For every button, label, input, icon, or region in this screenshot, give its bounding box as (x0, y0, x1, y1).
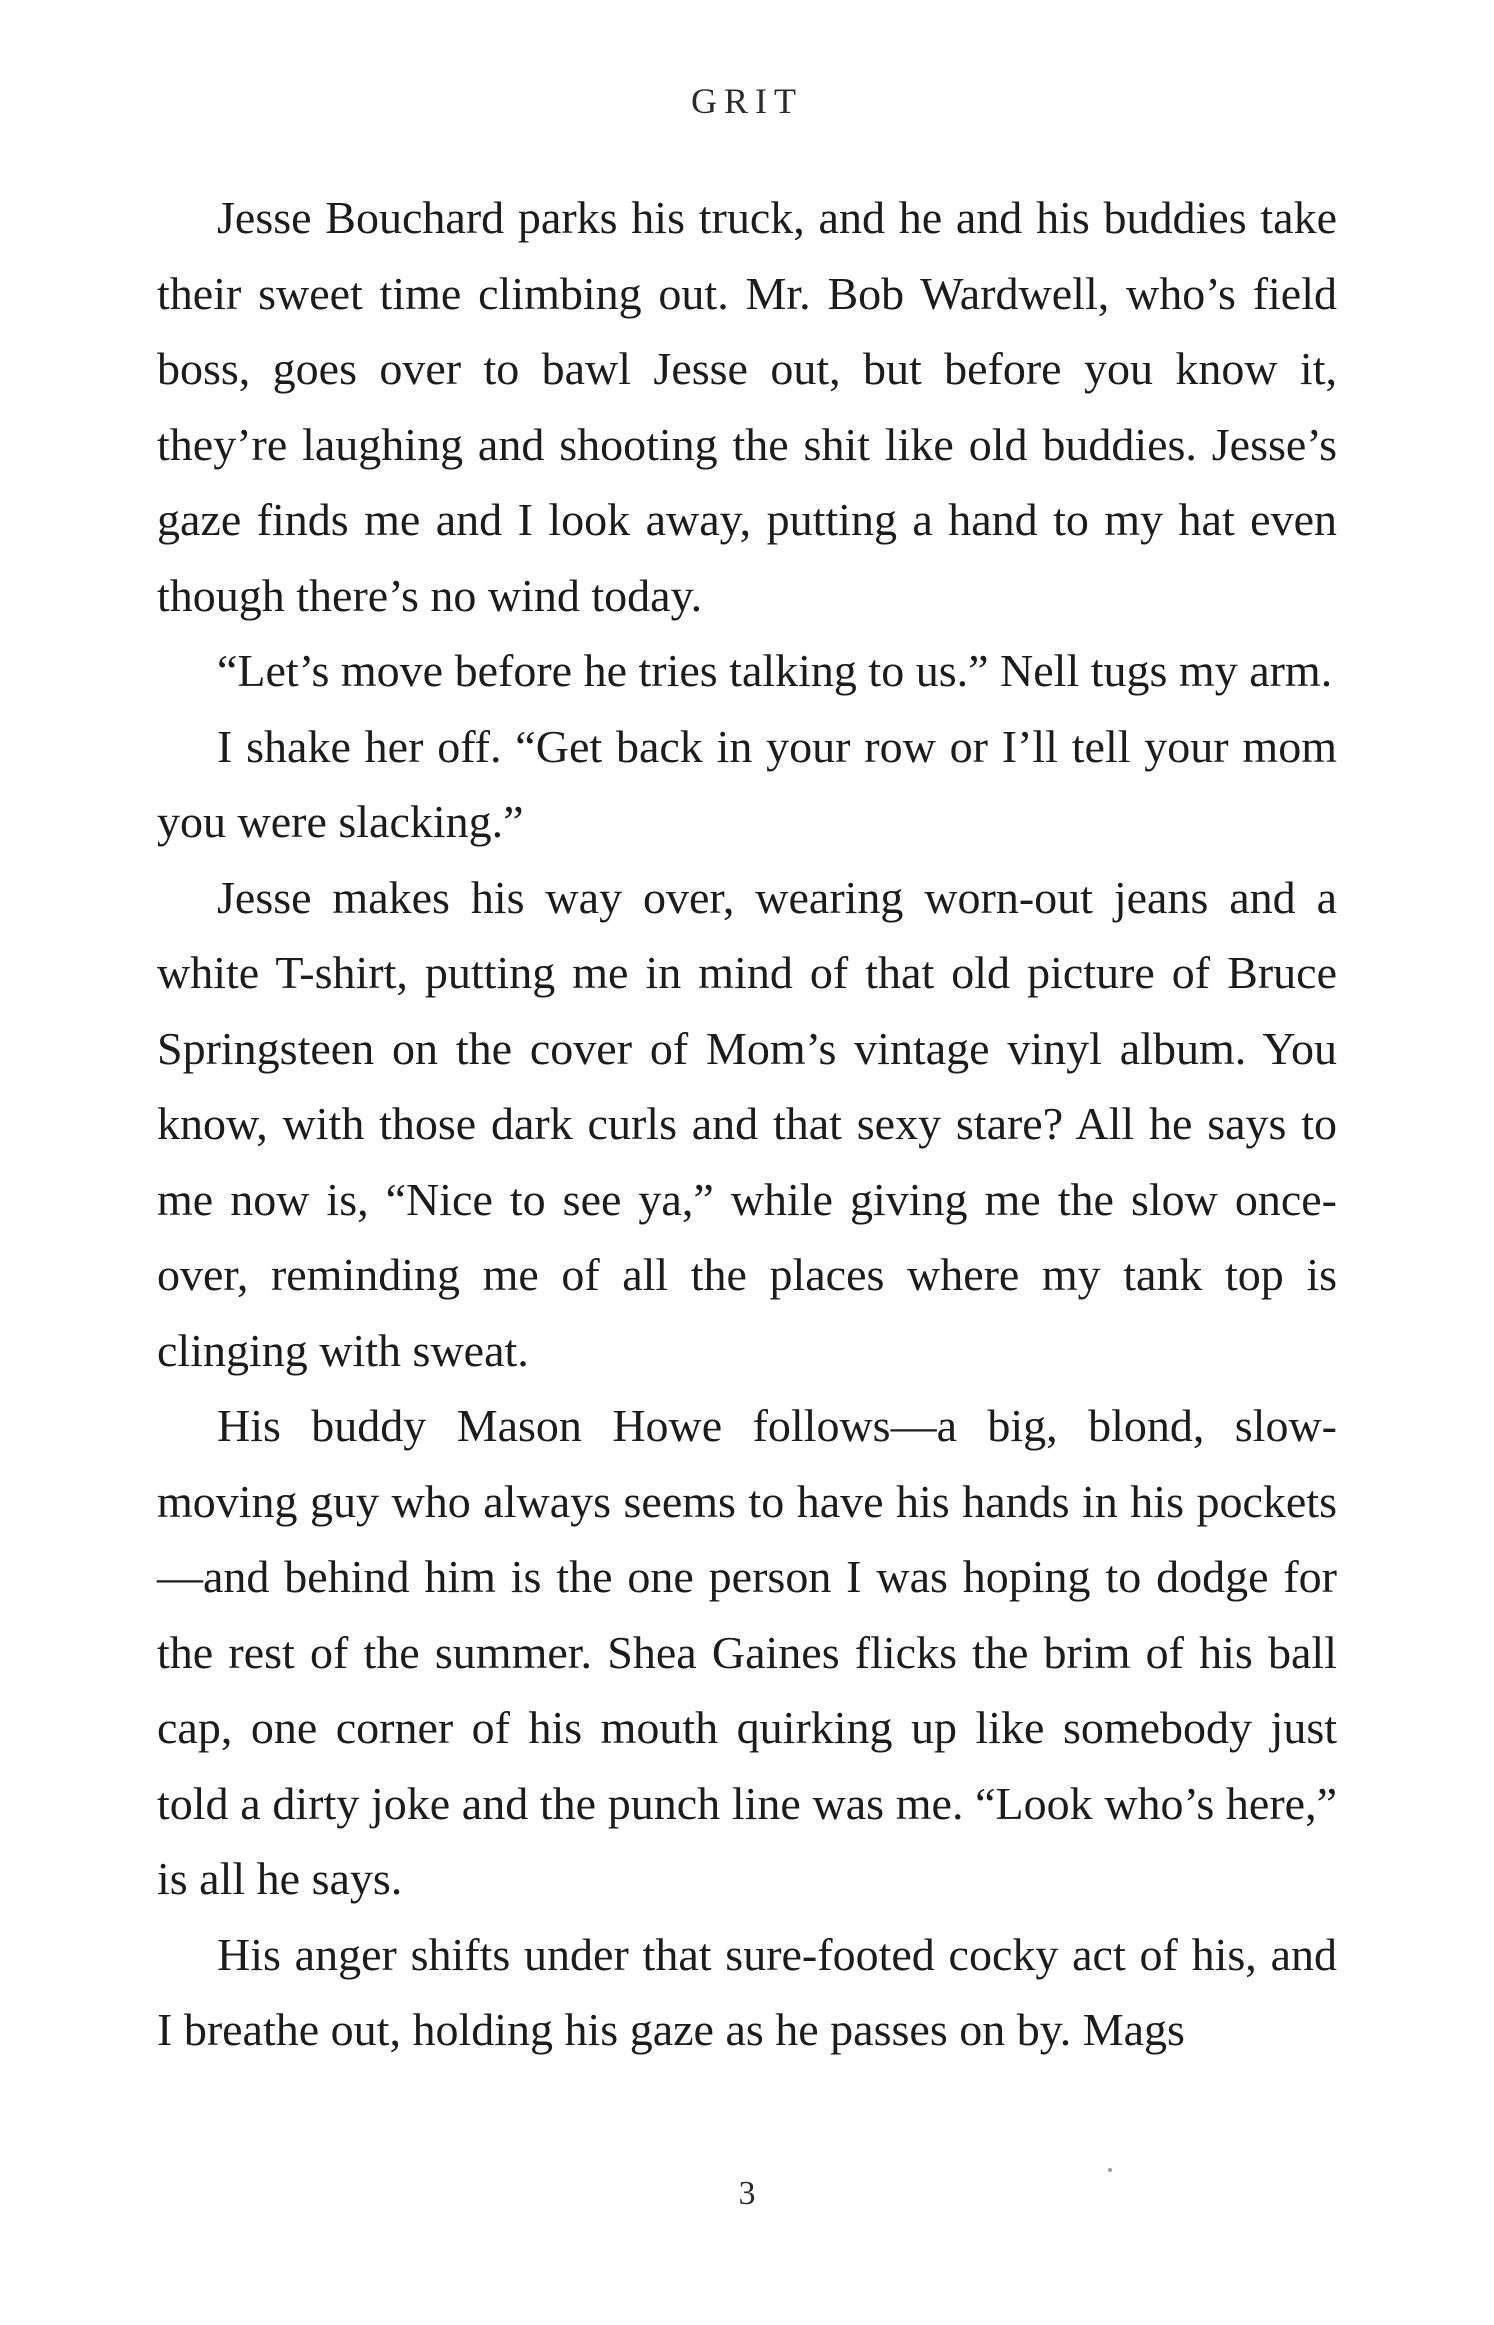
running-head: GRIT (691, 81, 803, 121)
paragraph-5: His buddy Mason Howe follows—a big, blond, slow-moving guy who always seems to have his hands in his pockets—and behind him is the one person I was hoping to dodge for the rest of the summer. Shea Gaines flicks the brim of his ball cap, one corner of his mouth quirking up like somebody just told a dirty joke and the punch line was me. “Look who’s here,” is all he says. (157, 1400, 1337, 1904)
page-number: 3 (738, 2175, 756, 2212)
paragraph-3: I shake her off. “Get back in your row or I’ll tell your mom you were slacking.” (157, 720, 1337, 847)
paragraph-1: Jesse Bouchard parks his truck, and he and his buddies take their sweet time climbing out. Mr. Bob Wardwell, who’s field boss, goes over to bawl Jesse out, but before you know it, they’re laughing and shooting the shit like old buddies. Jesse’s gaze finds me and I look away, putting a hand to my hat even though there’s no wind today. (157, 192, 1337, 621)
paragraph-6: His anger shifts under that sure-footed cocky act of his, and I breathe out, holding his gaze as he passes on by. Mags (157, 1928, 1337, 2055)
paragraph-4: Jesse makes his way over, wearing worn-out jeans and a white T-shirt, putting me in mind of that old picture of Bruce Springsteen on the cover of Mom’s vintage vinyl album. You know, with those dark curls and that sexy stare? All he says to me now is, “Nice to see ya,” while giving me the slow once-over, reminding me of all the places where my tank top is clinging with sweat. (157, 871, 1337, 1376)
paragraph-2: “Let’s move before he tries talking to us.” Nell tugs my arm. (217, 645, 1333, 696)
body-text (157, 180, 1337, 2068)
paper-speck (1108, 2168, 1112, 2172)
